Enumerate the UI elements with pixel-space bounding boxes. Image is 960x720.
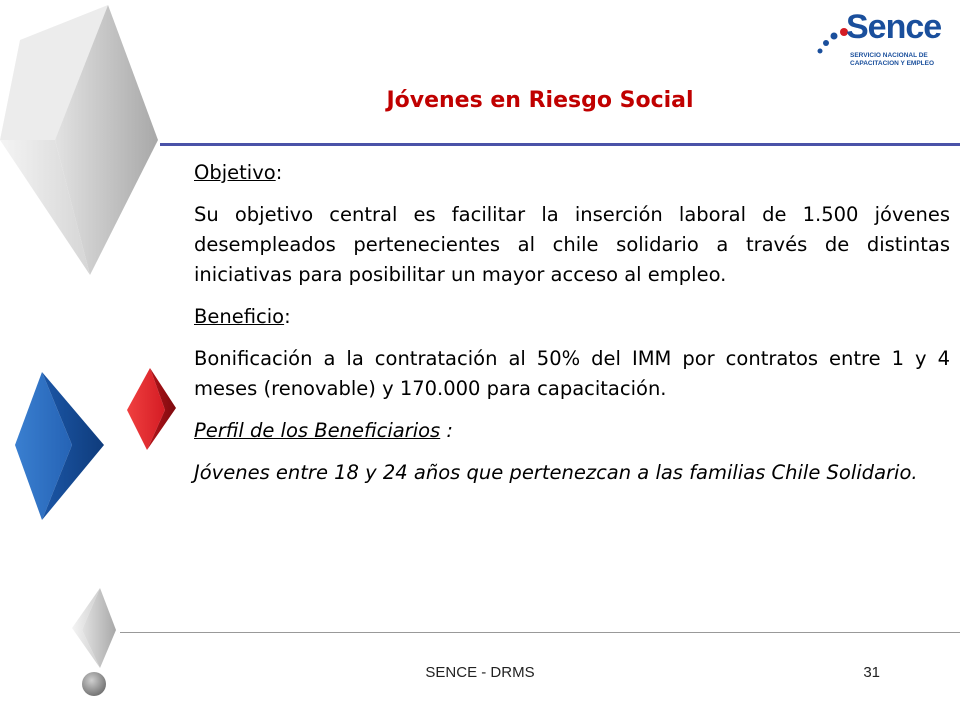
footer-text: SENCE - DRMS [425,664,535,681]
perfil-text: Jóvenes entre 18 y 24 años que pertenezcan a las familias Chile Solidario. [194,461,918,484]
footer-divider [120,632,960,633]
gray-ball [82,672,106,696]
objetivo-heading [194,158,950,188]
objetivo-label: Objetivo [194,161,276,184]
blue-diamond [15,372,104,520]
objetivo-suffix: : [275,161,283,184]
beneficio-suffix: : [284,305,291,328]
page-number: 31 [863,664,880,681]
red-diamond [127,368,176,450]
perfil-suffix: : [440,419,453,442]
gray-diamond-small [72,588,116,668]
logo-wordmark: Sence [846,8,942,46]
title-divider [160,143,960,146]
objetivo-text: Su objetivo central es facilitar la inserción laboral de 1.500 jóvenes desempleados pertenecientes al chile solidario a través de distintas iniciativas para posibilitar un mayor acceso al empleo. [194,203,950,286]
beneficio-heading [194,302,950,332]
sence-logo [816,8,956,70]
slide-content [194,158,950,500]
perfil-label: Perfil de los Beneficiarios [194,419,441,442]
beneficio-label: Beneficio [194,305,285,328]
logo-dots-icon [816,26,850,56]
slide-title: Jóvenes en Riesgo Social [386,88,694,113]
logo-subtitle-line1: SERVICIO NACIONAL DE [850,52,928,59]
gray-diamond-large [0,5,158,275]
beneficio-text: Bonificación a la contratación al 50% del IMM por contratos entre 1 y 4 meses (renovable) y 170.000 para capacitación. [194,347,950,400]
logo-subtitle-line2: CAPACITACION Y EMPLEO [850,60,935,67]
decorative-shapes [0,0,200,720]
perfil-heading [194,416,950,446]
